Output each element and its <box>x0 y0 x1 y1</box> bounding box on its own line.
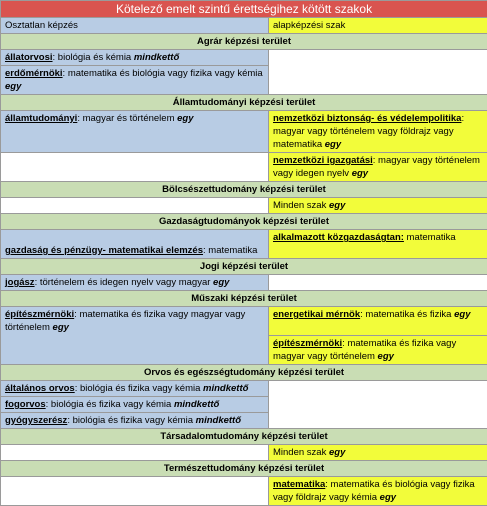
entry-emph: mindkettő <box>134 52 179 63</box>
entry-text: : biológia és fizika vagy kémia <box>67 415 195 426</box>
entry-text: : matematika és fizika vagy magyar vagy történelem <box>273 338 456 362</box>
entry-name: nemzetközi igazgatási <box>273 155 373 166</box>
entry-name: matematika <box>273 479 325 490</box>
entry-matematika <box>269 477 487 506</box>
entry-name: állatorvosi <box>5 52 53 63</box>
entry-emph: mindkettő <box>196 415 241 426</box>
entry-text: : matematika és fizika <box>360 309 454 320</box>
section-allam: Államtudományi képzési terület <box>1 95 487 111</box>
entry-nemzetkozi-biztonsag <box>269 111 487 153</box>
section-gazdasag: Gazdaságtudományok képzési terület <box>1 214 487 230</box>
entry-text: : biológia és kémia <box>53 52 134 63</box>
entry-name: energetikai mérnök <box>273 309 360 320</box>
entry-name: építészmérnöki <box>273 338 342 349</box>
entry-fogorvos <box>1 397 269 413</box>
empty-cell <box>1 477 269 506</box>
header-alapkepzes: alapképzési szak <box>269 18 487 34</box>
header-osztatlan: Osztatlan képzés <box>1 18 269 34</box>
entry-emph: egy <box>213 277 229 288</box>
entry-text: : matematika <box>203 245 257 256</box>
entry-gazdasag-penzugy <box>1 230 269 259</box>
entry-alkalmazott-kozgazdasagtan <box>269 230 487 259</box>
entry-erdomernoki <box>1 66 269 95</box>
entry-altalanos-orvos <box>1 381 269 397</box>
entry-emph: egy <box>177 113 193 124</box>
section-bolcsesz: Bölcsészettudomány képzési terület <box>1 182 487 198</box>
entry-text: : matematika és fizika vagy magyar vagy történelem <box>5 309 245 333</box>
entry-emph: egy <box>53 322 69 333</box>
entry-nemzetkozi-igazgatasi <box>269 153 487 182</box>
entry-name: jogász <box>5 277 35 288</box>
section-tarsadalom: Társadalomtudomány képzési terület <box>1 429 487 445</box>
empty-cell <box>1 445 269 461</box>
table-title: Kötelező emelt szintű érettségihez kötött szakok <box>1 1 487 18</box>
entry-emph: egy <box>454 309 470 320</box>
entry-allatorvosi <box>1 50 269 66</box>
entry-name: fogorvos <box>5 399 46 410</box>
entry-text: : matematika és biológia vagy fizika vagy földrajz vagy kémia <box>273 479 475 503</box>
entry-emph: egy <box>5 81 21 92</box>
empty-cell <box>269 275 487 291</box>
empty-cell <box>1 198 269 214</box>
entry-name: általános orvos <box>5 383 75 394</box>
entry-name: alkalmazott közgazdaságtan: <box>273 232 404 243</box>
entry-text: : matematika és biológia vagy fizika vagy kémia <box>63 68 263 79</box>
empty-cell <box>269 50 487 95</box>
entry-tarsadalom-minden <box>269 445 487 461</box>
empty-cell <box>269 381 487 429</box>
entry-allamtudomanyi <box>1 111 269 153</box>
entry-name: építészmérnöki <box>5 309 74 320</box>
entry-gyogyszeresz <box>1 413 269 429</box>
entry-text: matematika <box>404 232 456 243</box>
entry-bolcsesz-minden <box>269 198 487 214</box>
entry-epiteszmernoki-alap <box>269 336 487 365</box>
entry-name: nemzetközi biztonság- és védelempolitika <box>273 113 461 124</box>
empty-cell <box>1 153 269 182</box>
section-muszaki: Műszaki képzési terület <box>1 291 487 307</box>
entry-name: gazdaság és pénzügy- matematikai elemzés <box>5 245 203 256</box>
entry-name: gyógyszerész <box>5 415 67 426</box>
entry-emph: egy <box>378 351 394 362</box>
entry-text: : biológia és fizika vagy kémia <box>75 383 203 394</box>
entry-text: : magyar és történelem <box>77 113 177 124</box>
entry-emph: egy <box>352 168 368 179</box>
section-termeszet: Természettudomány képzési terület <box>1 461 487 477</box>
entry-text: Minden szak <box>273 447 329 458</box>
entry-name: erdőmérnöki <box>5 68 63 79</box>
entry-emph: mindkettő <box>203 383 248 394</box>
entry-name: államtudományi <box>5 113 77 124</box>
entry-epiteszmernoki-osztatlan <box>1 307 269 365</box>
entry-text: : biológia és fizika vagy kémia <box>46 399 174 410</box>
section-jogi: Jogi képzési terület <box>1 259 487 275</box>
entry-emph: egy <box>325 139 341 150</box>
section-orvos: Orvos és egészségtudomány képzési terület <box>1 365 487 381</box>
entry-emph: mindkettő <box>174 399 219 410</box>
entry-text: Minden szak <box>273 200 329 211</box>
entry-emph: egy <box>329 200 345 211</box>
entry-text: : magyar vagy történelem vagy idegen nyelv <box>273 155 480 179</box>
entry-text: : történelem és idegen nyelv vagy magyar <box>35 277 213 288</box>
entry-emph: egy <box>380 492 396 503</box>
section-agrar: Agrár képzési terület <box>1 34 487 50</box>
entry-text: : magyar vagy történelem vagy földrajz vagy matematika <box>273 113 464 150</box>
entry-jogasz <box>1 275 269 291</box>
entry-energetikai-mernok <box>269 307 487 336</box>
entry-emph: egy <box>329 447 345 458</box>
